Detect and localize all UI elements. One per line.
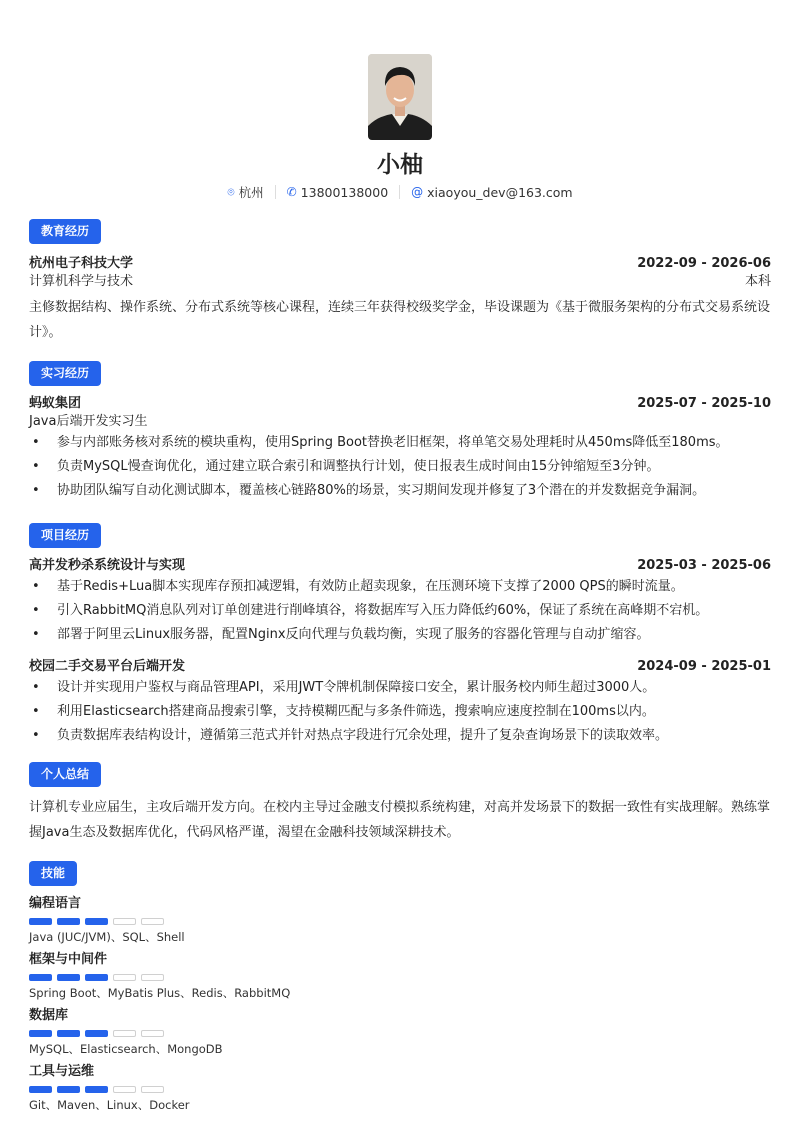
skill-level-segment: [113, 974, 136, 981]
skill-level-segment: [113, 1086, 136, 1093]
section-badge: 技能: [29, 861, 77, 886]
project-name: 高并发秒杀系统设计与实现: [29, 558, 186, 573]
email-text[interactable]: xiaoyou_dev@163.com: [427, 184, 573, 200]
skill-level-bar: [29, 1086, 771, 1093]
phone-icon: ✆: [286, 185, 297, 199]
list-item: • 基于Redis+Lua脚本实现库存预扣减逻辑，有效防止超卖现象，在压测环境下支撑了2000 QPS的瞬时流量。: [29, 575, 771, 599]
skill-items: Java (JUC/JVM)、SQL、Shell: [29, 930, 185, 944]
skill-title: 数据库: [29, 1008, 69, 1023]
job-title: Java后端开发实习生: [29, 414, 148, 429]
project-name: 校园二手交易平台后端开发: [29, 659, 186, 674]
candidate-name: 小柚: [377, 152, 423, 178]
education-dates: 2022-09 - 2026-06: [637, 256, 771, 271]
skill-items: Git、Maven、Linux、Docker: [29, 1098, 190, 1112]
section-badge: 教育经历: [29, 219, 101, 244]
skill-level-segment: [141, 1030, 164, 1037]
skill-level-segment: [29, 974, 52, 981]
summary-section: [29, 762, 771, 845]
at-icon: @: [411, 185, 424, 199]
skills-list: [29, 895, 771, 1113]
education-description: 主修数据结构、操作系统、分布式系统等核心课程，连续三年获得校级奖学金，毕设课题为《基于微服务架构的分布式交易系统设计》。: [29, 300, 771, 340]
skill-level-bar: [29, 1030, 771, 1037]
skill-level-segment: [141, 1086, 164, 1093]
skill-group: [29, 951, 771, 1001]
profile-photo: [368, 54, 432, 140]
skills-section: [29, 861, 771, 1113]
skill-level-segment: [57, 1086, 80, 1093]
skill-level-segment: [85, 1030, 108, 1037]
list-item: • 部署于阿里云Linux服务器，配置Nginx反向代理与负载均衡，实现了服务的容器化管理与自动扩缩容。: [29, 623, 771, 647]
project-dates: 2024-09 - 2025-01: [637, 659, 771, 674]
skill-level-segment: [113, 918, 136, 925]
list-item: • 引入RabbitMQ消息队列对订单创建进行削峰填谷，将数据库写入压力降低约60%，保证了系统在高峰期不宕机。: [29, 599, 771, 623]
skill-level-segment: [141, 918, 164, 925]
skill-group: [29, 1007, 771, 1057]
degree: 本科: [744, 274, 771, 289]
section-badge: 项目经历: [29, 523, 101, 548]
divider: [399, 185, 400, 199]
email[interactable]: [411, 185, 572, 200]
projects-section: [29, 523, 771, 748]
skill-level-segment: [57, 1030, 80, 1037]
location-pin-icon: ⌾: [227, 184, 235, 199]
skill-level-segment: [57, 918, 80, 925]
list-item: • 负责数据库表结构设计，遵循第三范式并针对热点字段进行冗余处理，提升了复杂查询场景下的读取效率。: [29, 724, 771, 748]
section-badge: 实习经历: [29, 361, 101, 386]
list-item: • 协助团队编写自动化测试脚本，覆盖核心链路80%的场景，实习期间发现并修复了3个潜在的并发数据竞争漏洞。: [29, 479, 771, 503]
skill-title: 工具与运维: [29, 1064, 95, 1079]
skill-group: [29, 1063, 771, 1113]
list-item: • 参与内部账务核对系统的模块重构，使用Spring Boot替换老旧框架，将单笔交易处理耗时从450ms降低至180ms。: [29, 431, 771, 455]
list-item: • 设计并实现用户鉴权与商品管理API，采用JWT令牌机制保障接口安全，累计服务校内师生超过3000人。: [29, 676, 771, 700]
skill-title: 编程语言: [29, 896, 82, 911]
phone: [287, 185, 389, 200]
skill-level-segment: [85, 974, 108, 981]
summary-text: 计算机专业应届生，主攻后端开发方向。在校内主导过金融支付模拟系统构建，对高并发场景下的数据一致性有实战理解。熟练掌握Java生态及数据库优化，代码风格严谨，渴望在金融科技领域深耕技术。: [29, 800, 771, 840]
project-dates: 2025-03 - 2025-06: [637, 558, 771, 573]
company-name: 蚂蚁集团: [29, 396, 82, 411]
school-name: 杭州电子科技大学: [29, 256, 134, 271]
skill-level-segment: [141, 974, 164, 981]
contact-info: [0, 183, 800, 201]
skill-level-segment: [85, 1086, 108, 1093]
major: 计算机科学与技术: [29, 274, 134, 289]
skill-level-segment: [85, 918, 108, 925]
list-item: • 利用Elasticsearch搭建商品搜索引擎，支持模糊匹配与多条件筛选，搜索响应速度控制在100ms以内。: [29, 700, 771, 724]
education-section: [29, 219, 771, 345]
skill-level-segment: [29, 918, 52, 925]
skill-level-segment: [113, 1030, 136, 1037]
skill-level-segment: [57, 974, 80, 981]
internship-section: [29, 361, 771, 503]
divider: [275, 185, 276, 199]
skill-level-segment: [29, 1030, 52, 1037]
skill-title: 框架与中间件: [29, 952, 108, 967]
section-badge: 个人总结: [29, 762, 101, 787]
location: [227, 183, 263, 201]
skill-items: Spring Boot、MyBatis Plus、Redis、RabbitMQ: [29, 986, 291, 1000]
internship-dates: 2025-07 - 2025-10: [637, 396, 771, 411]
location-text: 杭州: [238, 185, 264, 200]
skill-level-segment: [29, 1086, 52, 1093]
skill-group: [29, 895, 771, 945]
skill-level-bar: [29, 974, 771, 981]
phone-text: 13800138000: [300, 184, 389, 200]
list-item: • 负责MySQL慢查询优化，通过建立联合索引和调整执行计划，使日报表生成时间由15分钟缩短至3分钟。: [29, 455, 771, 479]
resume-body: [29, 219, 771, 1113]
skill-items: MySQL、Elasticsearch、MongoDB: [29, 1042, 223, 1056]
skill-level-bar: [29, 918, 771, 925]
